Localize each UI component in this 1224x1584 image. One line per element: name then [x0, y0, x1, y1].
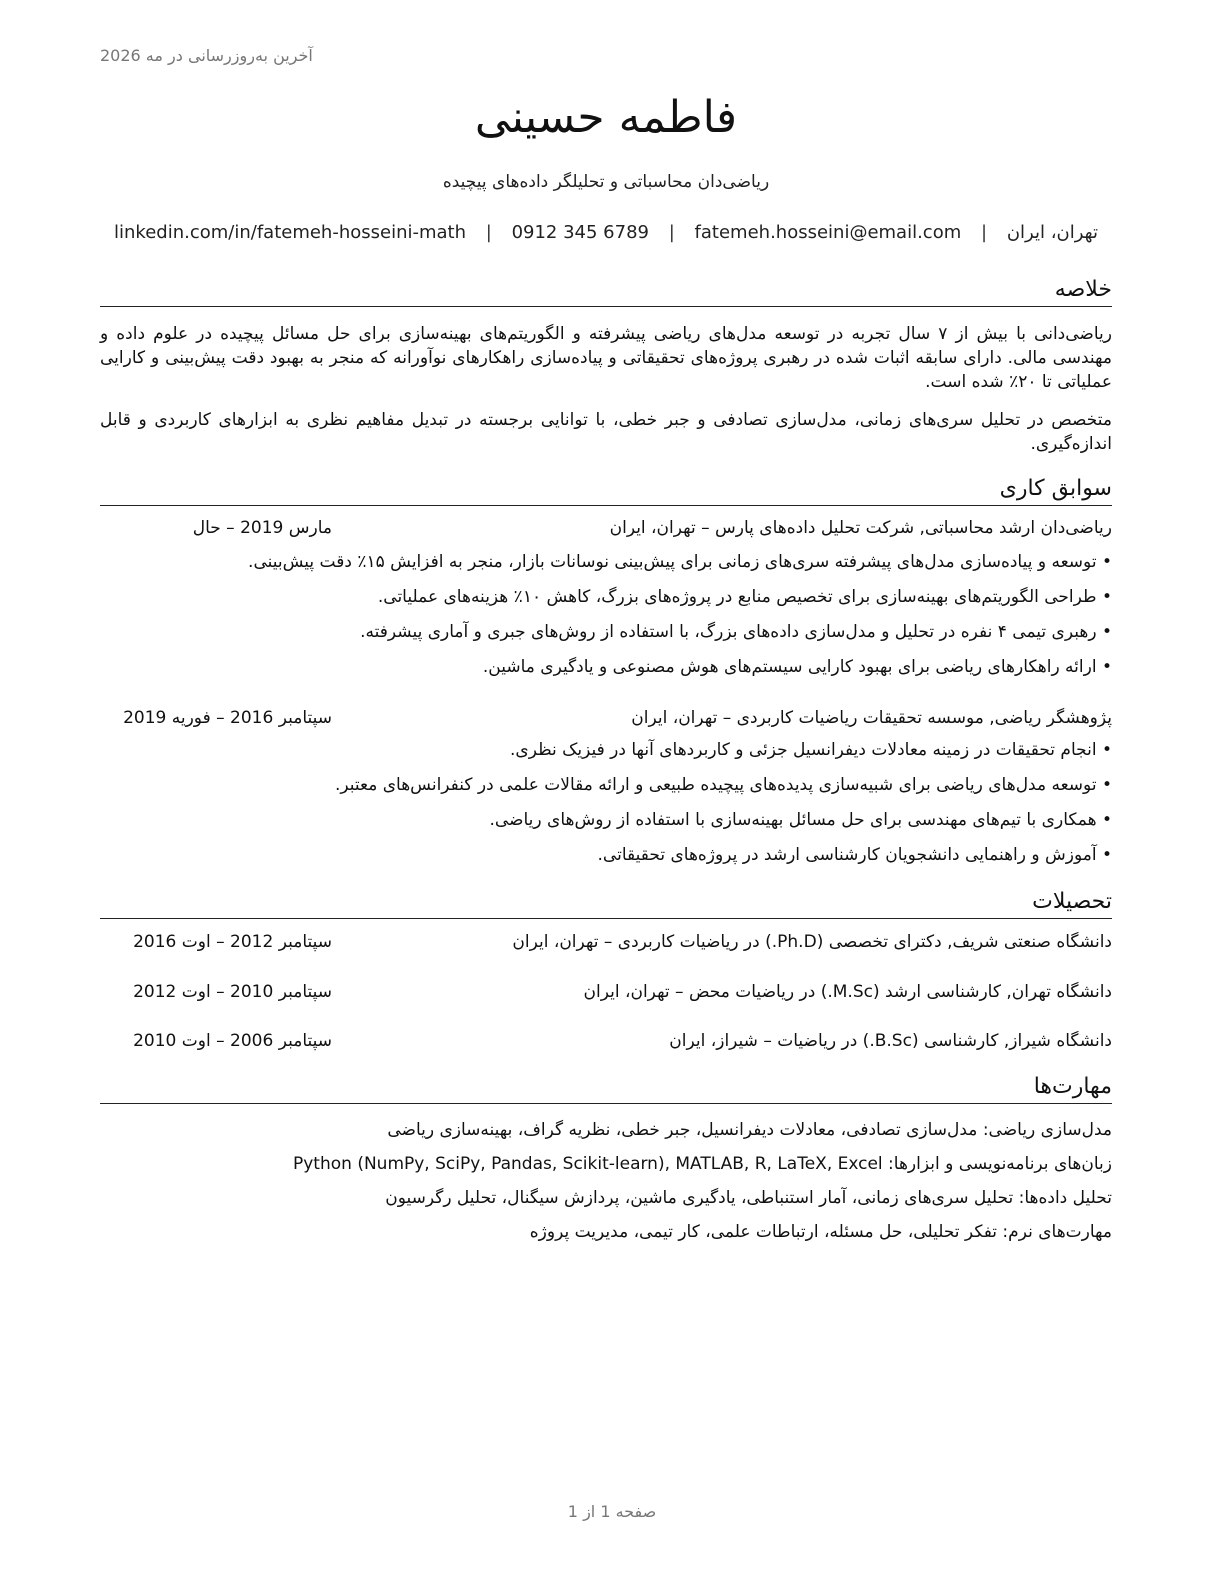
contact-linkedin[interactable]: linkedin.com/in/fatemeh-hosseini-math [114, 222, 467, 243]
education-title: دانشگاه صنعتی شریف, دکترای تخصصی (Ph.D.) در ریاضیات کاربردی – تهران، ایران [512, 932, 1112, 952]
education-title: دانشگاه تهران, کارشناسی ارشد (M.Sc.) در ریاضیات محض – تهران، ایران [583, 982, 1112, 1002]
list-item: • همکاری با تیم‌های مهندسی برای حل مسائل بهینه‌سازی با استفاده از روش‌های ریاضی. [100, 808, 1112, 843]
job-header [100, 518, 1112, 544]
job-bullets [100, 550, 1112, 690]
education-date: سپتامبر 2010 – اوت 2012 [133, 982, 332, 1002]
summary-paragraph-2: متخصص در تحلیل سری‌های زمانی، مدل‌سازی تصادفی و جبر خطی، با توانایی برجسته در تبدیل مفاهیم نظری به ابزارهای کاربردی و قابل اندازه‌گیری. [100, 410, 1112, 454]
job-bullets [100, 738, 1112, 878]
skills-list [100, 1118, 1112, 1254]
list-item: • آموزش و راهنمایی دانشجویان کارشناسی ارشد در پروژه‌های تحقیقاتی. [100, 843, 1112, 878]
summary-paragraph-1: ریاضی‌دانی با بیش از ۷ سال تجربه در توسعه مدل‌های ریاضی پیشرفته و الگوریتم‌های بهینه‌سازی برای حل مسائل پیچیده در علوم داده و مهندسی مالی. دارای سابقه اثبات شده در رهبری پروژه‌های تحقیقاتی و پیاده‌سازی راهکارهای نوآورانه که منجر به بهبود دقت پیش‌بینی و کارایی عملیاتی تا ۲۰٪ شده است. [100, 324, 1112, 392]
skills-heading: مهارت‌ها [100, 1073, 1112, 1104]
education-heading: تحصیلات [100, 888, 1112, 919]
resume-page [100, 0, 1112, 1584]
contact-line [100, 222, 1112, 243]
list-item: • توسعه و پیاده‌سازی مدل‌های پیشرفته سری‌های زمانی برای پیش‌بینی نوسانات بازار، منجر به افزایش ۱۵٪ دقت پیش‌بینی. [100, 550, 1112, 585]
list-item: • ارائه راهکارهای ریاضی برای بهبود کارایی سیستم‌های هوش مصنوعی و یادگیری ماشین. [100, 655, 1112, 690]
candidate-subtitle: ریاضی‌دان محاسباتی و تحلیلگر داده‌های پیچیده [442, 172, 770, 192]
candidate-name: فاطمه حسینی [474, 92, 738, 143]
contact-email[interactable]: fatemeh.hosseini@email.com [694, 222, 962, 243]
skill-line: مدل‌سازی ریاضی: مدل‌سازی تصادفی، معادلات دیفرانسیل، جبر خطی، نظریه گراف، بهینه‌سازی ریاضی [387, 1120, 1112, 1140]
contact-separator: | [981, 222, 988, 243]
list-item: • انجام تحقیقات در زمینه معادلات دیفرانسیل جزئی و کاربردهای آنها در فیزیک نظری. [100, 738, 1112, 773]
education-date: سپتامبر 2012 – اوت 2016 [133, 932, 332, 952]
last-updated-note: آخرین به‌روزرسانی در مه 2026 [100, 46, 313, 65]
education-item [100, 982, 1112, 1008]
job-date: سپتامبر 2016 – فوریه 2019 [123, 708, 332, 728]
page-number: صفحه 1 از 1 [567, 1502, 657, 1521]
contact-separator: | [668, 222, 675, 243]
job-title: پژوهشگر ریاضی, موسسه تحقیقات ریاضیات کاربردی – تهران، ایران [631, 708, 1112, 728]
education-title: دانشگاه شیراز, کارشناسی (B.Sc.) در ریاضیات – شیراز، ایران [669, 1031, 1112, 1051]
skill-line: زبان‌های برنامه‌نویسی و ابزارها: Python (NumPy, SciPy, Pandas, Scikit-learn), MATLAB, R, LaTeX, Excel [292, 1154, 1112, 1174]
contact-location: تهران، ایران [1006, 222, 1098, 243]
list-item: • رهبری تیمی ۴ نفره در تحلیل و مدل‌سازی داده‌های بزرگ، با استفاده از روش‌های جبری و آماری پیشرفته. [100, 620, 1112, 655]
job-title: ریاضی‌دان ارشد محاسباتی, شرکت تحلیل داده‌های پارس – تهران، ایران [609, 518, 1112, 538]
contact-phone[interactable]: 0912 345 6789 [511, 222, 649, 243]
contact-separator: | [485, 222, 492, 243]
experience-heading: سوابق کاری [100, 475, 1112, 506]
education-item [100, 1031, 1112, 1057]
education-item [100, 932, 1112, 958]
skill-line: مهارت‌های نرم: تفکر تحلیلی، حل مسئله، ارتباطات علمی، کار تیمی، مدیریت پروژه [529, 1222, 1112, 1242]
job-header [100, 708, 1112, 734]
education-date: سپتامبر 2006 – اوت 2010 [133, 1031, 332, 1051]
skill-line: تحلیل داده‌ها: تحلیل سری‌های زمانی، آمار استنباطی، یادگیری ماشین، پردازش سیگنال، تحلیل رگرسیون [385, 1188, 1112, 1208]
summary-heading: خلاصه [100, 276, 1112, 307]
list-item: • توسعه مدل‌های ریاضی برای شبیه‌سازی پدیده‌های پیچیده طبیعی و ارائه مقالات علمی در کنفرانس‌های معتبر. [100, 773, 1112, 808]
job-date: مارس 2019 – حال [192, 518, 332, 538]
list-item: • طراحی الگوریتم‌های بهینه‌سازی برای تخصیص منابع در پروژه‌های بزرگ، کاهش ۱۰٪ هزینه‌های عملیاتی. [100, 585, 1112, 620]
